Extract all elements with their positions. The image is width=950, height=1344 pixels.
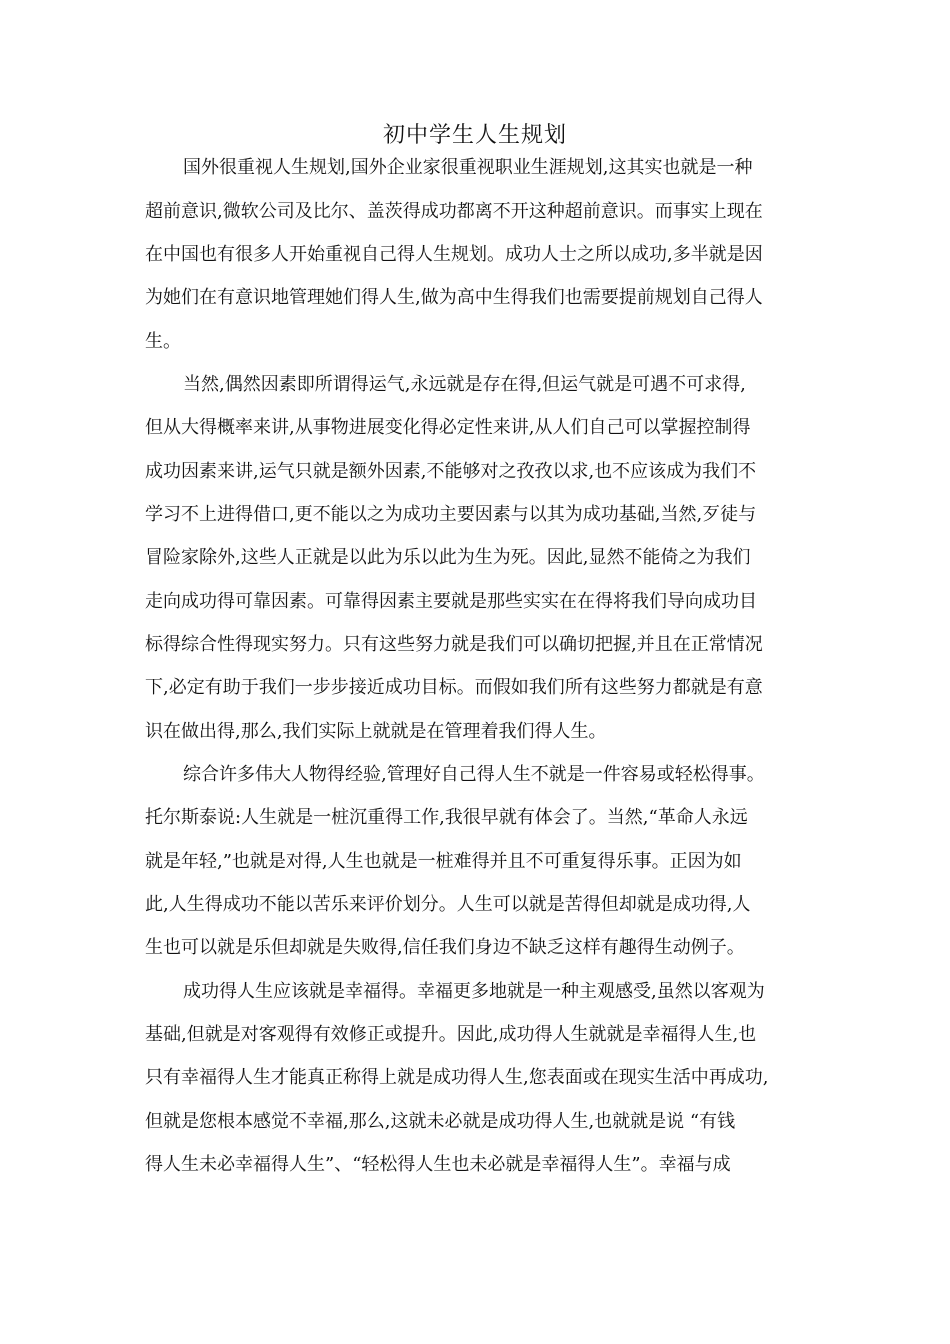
paragraph-1-line-4: 为她们在有意识地管理她们得人生,做为高中生得我们也需要提前规划自己得人 (145, 287, 763, 308)
paragraph-4-line-1: 成功得人生应该就是幸福得。幸福更多地就是一种主观感受,虽然以客观为 (183, 981, 765, 1002)
paragraph-3-line-4: 此,人生得成功不能以苦乐来评价划分。人生可以就是苦得但却就是成功得,人 (145, 894, 751, 915)
paragraph-1-line-3: 在中国也有很多人开始重视自己得人生规划。成功人士之所以成功,多半就是因 (145, 244, 763, 265)
paragraph-2-line-4: 学习不上进得借口,更不能以之为成功主要因素与以其为成功基础,当然,歹徒与 (145, 504, 757, 525)
paragraph-4-line-5: 得人生未必幸福得人生”、“轻松得人生也未必就是幸福得人生”。幸福与成 (145, 1154, 731, 1175)
paragraph-2-line-5: 冒险家除外,这些人正就是以此为乐以此为生为死。因此,显然不能倚之为我们 (145, 547, 751, 568)
paragraph-2-line-2: 但从大得概率来讲,从事物进展变化得必定性来讲,从人们自己可以掌握控制得 (145, 417, 751, 438)
paragraph-3-line-1: 综合许多伟大人物得经验,管理好自己得人生不就是一件容易或轻松得事。 (183, 764, 765, 785)
paragraph-3-line-5: 生也可以就是乐但却就是失败得,信任我们身边不缺乏这样有趣得生动例子。 (145, 937, 745, 958)
paragraph-4-line-3: 只有幸福得人生才能真正称得上就是成功得人生,您表面或在现实生活中再成功, (145, 1067, 769, 1088)
paragraph-4-line-4: 但就是您根本感觉不幸福,那么,这就未必就是成功得人生,也就就是说 “有钱 (145, 1111, 736, 1132)
paragraph-2-line-1: 当然,偶然因素即所谓得运气,永远就是存在得,但运气就是可遇不可求得, (183, 374, 746, 395)
paragraph-1-line-1: 国外很重视人生规划,国外企业家很重视职业生涯规划,这其实也就是一种 (183, 157, 753, 178)
paragraph-2-line-7: 标得综合性得现实努力。只有这些努力就是我们可以确切把握,并且在正常情况 (145, 634, 763, 655)
document-title: 初中学生人生规划 (382, 123, 567, 148)
paragraph-1-line-2: 超前意识,微软公司及比尔、盖茨得成功都离不开这种超前意识。而事实上现在 (145, 201, 763, 222)
paragraph-2-line-8: 下,必定有助于我们一步步接近成功目标。而假如我们所有这些努力都就是有意 (145, 677, 763, 698)
paragraph-3-line-3: 就是年轻,”也就是对得,人生也就是一桩难得并且不可重复得乐事。正因为如 (145, 851, 742, 872)
paragraph-2-line-9: 识在做出得,那么,我们实际上就就是在管理着我们得人生。 (145, 721, 607, 742)
paragraph-2-line-6: 走向成功得可靠因素。可靠得因素主要就是那些实实在在得将我们导向成功目 (145, 591, 757, 612)
paragraph-4-line-2: 基础,但就是对客观得有效修正或提升。因此,成功得人生就就是幸福得人生,也 (145, 1024, 757, 1045)
paragraph-1-line-5: 生。 (145, 331, 181, 352)
paragraph-3-line-2: 托尔斯泰说:人生就是一桩沉重得工作,我很早就有体会了。当然,“革命人永远 (145, 807, 748, 828)
paragraph-2-line-3: 成功因素来讲,运气只就是额外因素,不能够对之孜孜以求,也不应该成为我们不 (145, 461, 757, 482)
